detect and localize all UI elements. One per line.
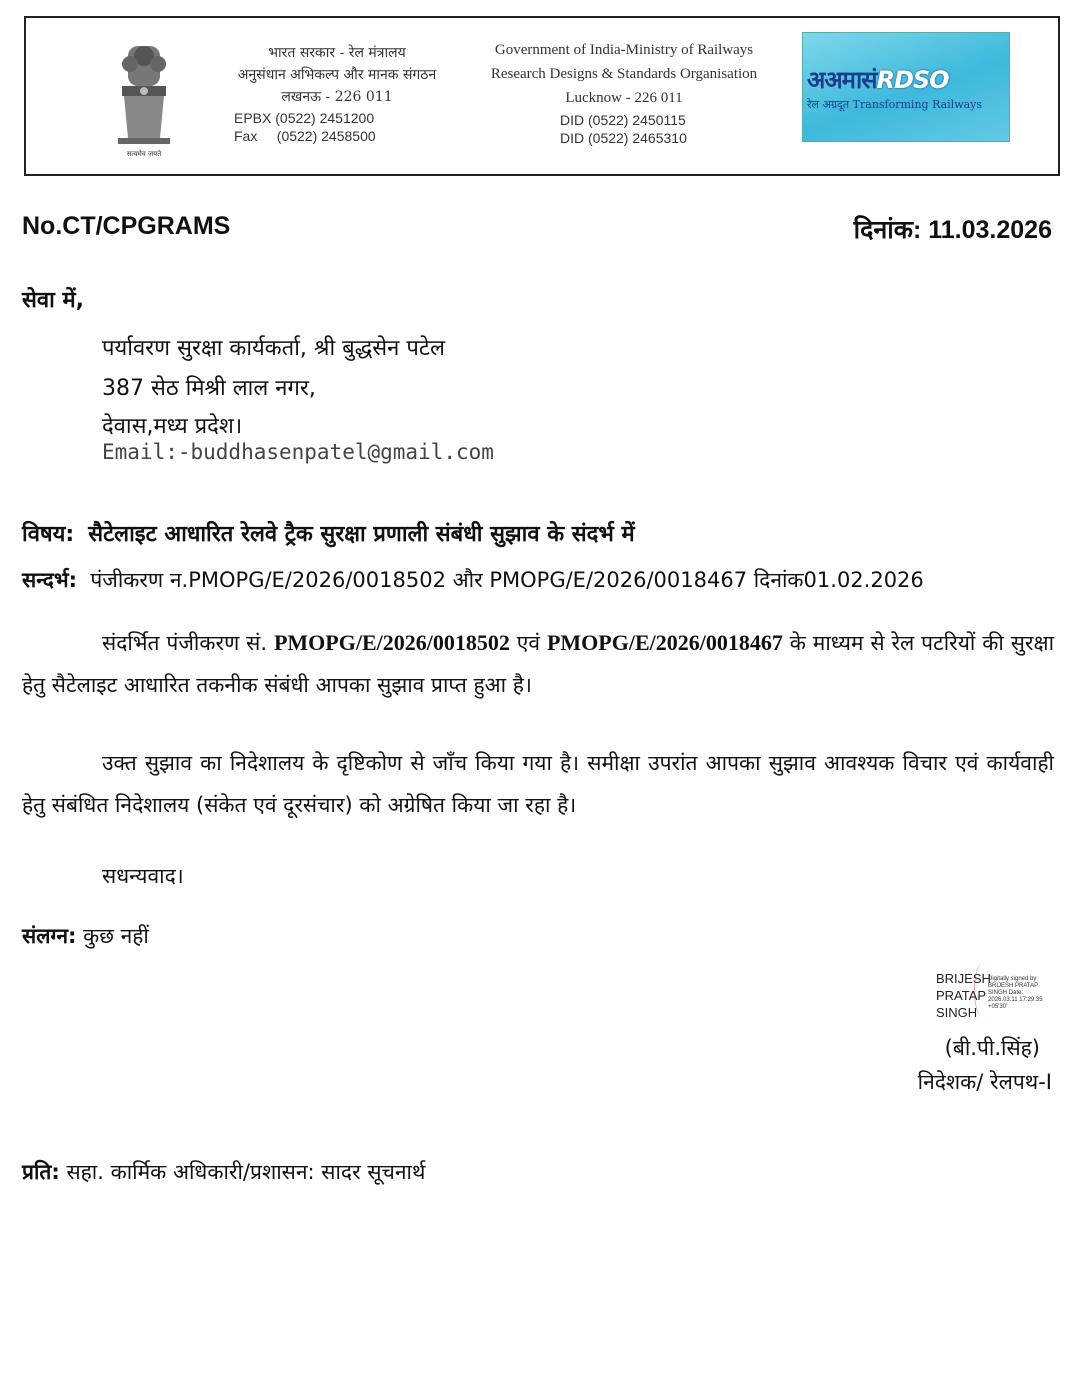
signature-name-line: BRIJESH <box>936 971 991 986</box>
para1-text: संदर्भित पंजीकरण सं. <box>102 631 274 655</box>
signature-metadata: Digitally signed by BRIJESH PRATAP SINGH Date: 2026.03.11 17:29:35 +05'30' <box>988 976 1043 1010</box>
letterhead-english-line: Government of India-Ministry of Railways <box>494 42 754 58</box>
copy-to-line <box>22 1158 425 1186</box>
letterhead <box>24 16 1060 176</box>
address-line: पर्यावरण सुरक्षा कार्यकर्ता, श्री बुद्धसेन पटेल <box>102 336 445 361</box>
body-paragraph-2: उक्त सुझाव का निदेशालय के दृष्टिकोण से जाँच किया गया है। समीक्षा उपरांत आपका सुझाव आवश्यक विचार एवं कार्यवाही हेतु संबंधित निदेशालय (संकेत एवं दूरसंचार) को अग्रेषित किया जा रहा है। <box>22 751 1054 817</box>
rdso-logo-hindi: अअमासं <box>807 66 877 94</box>
para1-text: एवं <box>509 631 547 655</box>
body-paragraph-1 <box>22 622 1054 706</box>
reference-number: No.CT/CPGRAMS <box>22 212 231 240</box>
emblem-caption: सत्यमेव जयते <box>126 150 162 158</box>
subject-line <box>22 518 635 548</box>
reference-label: सन्दर्भ: <box>22 568 77 592</box>
letter-date: दिनांक: 11.03.2026 <box>853 216 1052 244</box>
signer-designation: निदेशक/ रेलपथ-I <box>917 1070 1052 1094</box>
registration-number: PMOPG/E/2026/0018502 <box>273 630 510 655</box>
did-number: DID (0522) 2450115 <box>560 112 686 128</box>
signature-name-line: SINGH <box>936 1005 978 1020</box>
letterhead-hindi-line: अनुसंधान अभिकल्प और मानक संगठन <box>237 67 437 83</box>
enclosure-text: कुछ नहीं <box>76 924 149 948</box>
address-line: देवास,मध्य प्रदेश। <box>102 414 243 439</box>
reference-text: पंजीकरण न.PMOPG/E/2026/0018502 और PMOPG/E/2026/0018467 दिनांक01.02.2026 <box>90 568 924 592</box>
fax-number: Fax (0522) 2458500 <box>234 128 376 144</box>
letterhead-english <box>474 38 774 146</box>
rdso-logo-tagline: रेल अग्रदूत Transforming Railways <box>807 98 983 111</box>
address-line: 387 सेठ मिश्री लाल नगर, <box>102 376 316 401</box>
ashoka-emblem-icon <box>110 38 178 160</box>
letterhead-hindi-line: भारत सरकार - रेल मंत्रालय <box>268 45 406 61</box>
signature-name-line: PRATAP <box>936 988 987 1003</box>
rdso-logo-english: RDSO <box>876 66 949 94</box>
signature-name <box>936 970 991 1021</box>
enclosure-line <box>22 922 149 950</box>
digital-signature <box>936 970 1046 1020</box>
letterhead-english-line: Research Designs & Standards Organisation <box>490 66 758 82</box>
letterhead-english-line: Lucknow - 226 011 <box>565 90 683 106</box>
epbx-number: EPBX (0522) 2451200 <box>234 110 375 126</box>
subject-text: सैटेलाइट आधारित रेलवे ट्रैक सुरक्षा प्रणाली संबंधी सुझाव के संदर्भ में <box>88 522 635 547</box>
para1-text: के माध्यम से रेल पटरियों की सुरक्षा हेतु सैटेलाइट आधारित तकनीक संबंधी आपका सुझाव प्राप्त हुआ है। <box>22 631 1055 697</box>
closing-thanks: सधन्यवाद। <box>102 864 184 888</box>
subject-label: विषय: <box>22 522 75 547</box>
copy-text: सहा. कार्मिक अधिकारी/प्रशासन: सादर सूचनार्थ <box>59 1160 426 1184</box>
letterhead-hindi-line: लखनऊ - 226 011 <box>281 89 393 105</box>
salutation: सेवा में, <box>22 288 84 313</box>
registration-number: PMOPG/E/2026/0018467 <box>546 630 783 655</box>
signer-name: (बी.पी.सिंह) <box>944 1036 1040 1060</box>
copy-label: प्रति: <box>22 1160 60 1184</box>
rdso-logo <box>802 32 1010 142</box>
letterhead-hindi <box>202 42 472 144</box>
did-number: DID (0522) 2465310 <box>560 130 687 146</box>
recipient-email: Email:-buddhasenpatel@gmail.com <box>102 440 494 464</box>
enclosure-label: संलग्न: <box>22 924 77 948</box>
reference-line <box>22 566 924 594</box>
rdso-logo-text <box>807 63 949 96</box>
